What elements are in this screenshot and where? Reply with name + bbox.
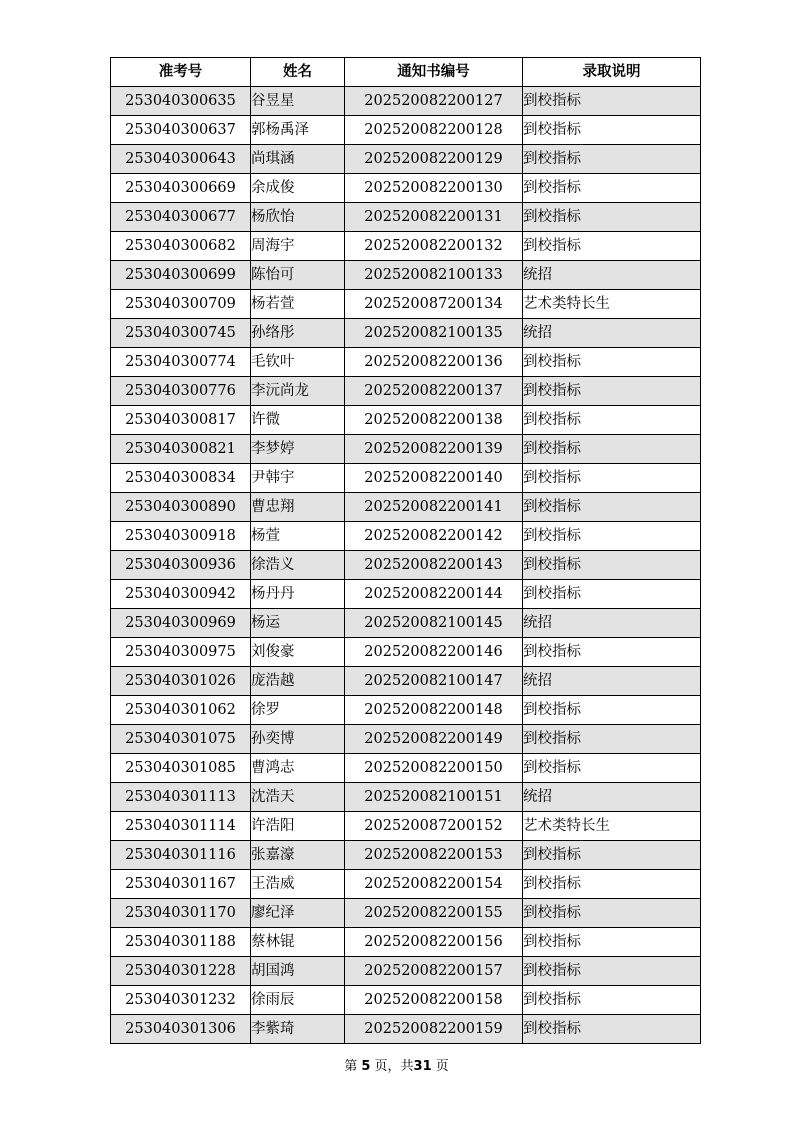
footer-total-pages: 31 [413, 1059, 432, 1074]
cell-admission-note: 到校指标 [523, 464, 701, 493]
cell-name: 刘俊豪 [251, 638, 345, 667]
cell-admission-note: 到校指标 [523, 986, 701, 1015]
table-row [111, 261, 701, 290]
cell-name: 曹忠翔 [251, 493, 345, 522]
cell-admission-note: 统招 [523, 609, 701, 638]
table-row [111, 783, 701, 812]
cell-exam-no: 253040300890 [111, 493, 251, 522]
cell-admission-note: 到校指标 [523, 1015, 701, 1044]
cell-notice-no: 202520082200148 [345, 696, 523, 725]
cell-notice-no: 202520082200138 [345, 406, 523, 435]
table-row [111, 203, 701, 232]
cell-exam-no: 253040300817 [111, 406, 251, 435]
cell-notice-no: 202520082200150 [345, 754, 523, 783]
cell-admission-note: 到校指标 [523, 348, 701, 377]
cell-notice-no: 202520082200155 [345, 899, 523, 928]
cell-exam-no: 253040301188 [111, 928, 251, 957]
cell-name: 李紫琦 [251, 1015, 345, 1044]
cell-admission-note: 到校指标 [523, 725, 701, 754]
cell-exam-no: 253040301306 [111, 1015, 251, 1044]
table-row [111, 522, 701, 551]
cell-exam-no: 253040300918 [111, 522, 251, 551]
cell-notice-no: 202520082200132 [345, 232, 523, 261]
table-row [111, 812, 701, 841]
cell-admission-note: 到校指标 [523, 87, 701, 116]
table-row [111, 638, 701, 667]
cell-admission-note: 到校指标 [523, 116, 701, 145]
cell-notice-no: 202520082200128 [345, 116, 523, 145]
cell-name: 周海宇 [251, 232, 345, 261]
cell-exam-no: 253040301113 [111, 783, 251, 812]
cell-name: 许浩阳 [251, 812, 345, 841]
cell-exam-no: 253040301114 [111, 812, 251, 841]
table-row [111, 174, 701, 203]
cell-name: 杨丹丹 [251, 580, 345, 609]
table-row [111, 435, 701, 464]
cell-notice-no: 202520082200141 [345, 493, 523, 522]
table-row [111, 667, 701, 696]
cell-notice-no: 202520082100135 [345, 319, 523, 348]
cell-admission-note: 到校指标 [523, 754, 701, 783]
table-row [111, 957, 701, 986]
admission-table [110, 57, 701, 1044]
cell-notice-no: 202520082200149 [345, 725, 523, 754]
table-row [111, 1015, 701, 1044]
cell-notice-no: 202520082100151 [345, 783, 523, 812]
cell-name: 蔡林锟 [251, 928, 345, 957]
cell-exam-no: 253040300682 [111, 232, 251, 261]
cell-exam-no: 253040301232 [111, 986, 251, 1015]
page-footer [0, 1055, 793, 1074]
cell-admission-note: 到校指标 [523, 522, 701, 551]
cell-name: 孙络彤 [251, 319, 345, 348]
cell-exam-no: 253040300635 [111, 87, 251, 116]
cell-exam-no: 253040301062 [111, 696, 251, 725]
cell-admission-note: 到校指标 [523, 377, 701, 406]
cell-exam-no: 253040300699 [111, 261, 251, 290]
cell-admission-note: 到校指标 [523, 435, 701, 464]
header-admission-note: 录取说明 [523, 58, 701, 87]
table-row [111, 928, 701, 957]
table-row [111, 464, 701, 493]
cell-name: 沈浩天 [251, 783, 345, 812]
cell-notice-no: 202520082200156 [345, 928, 523, 957]
cell-name: 谷昱星 [251, 87, 345, 116]
table-row [111, 116, 701, 145]
cell-exam-no: 253040300709 [111, 290, 251, 319]
cell-admission-note: 到校指标 [523, 203, 701, 232]
cell-exam-no: 253040300745 [111, 319, 251, 348]
cell-name: 徐雨辰 [251, 986, 345, 1015]
cell-notice-no: 202520082200146 [345, 638, 523, 667]
cell-admission-note: 统招 [523, 261, 701, 290]
footer-prefix: 第 [344, 1059, 358, 1074]
cell-name: 杨萱 [251, 522, 345, 551]
header-exam-no: 准考号 [111, 58, 251, 87]
cell-name: 许微 [251, 406, 345, 435]
cell-notice-no: 202520082200143 [345, 551, 523, 580]
cell-name: 尹韩宇 [251, 464, 345, 493]
cell-name: 余成俊 [251, 174, 345, 203]
cell-name: 杨欣怡 [251, 203, 345, 232]
cell-name: 胡国鸿 [251, 957, 345, 986]
cell-admission-note: 艺术类特长生 [523, 812, 701, 841]
cell-notice-no: 202520082200144 [345, 580, 523, 609]
table-row [111, 348, 701, 377]
cell-exam-no: 253040300821 [111, 435, 251, 464]
cell-name: 尚琪涵 [251, 145, 345, 174]
cell-name: 曹鸿志 [251, 754, 345, 783]
cell-name: 徐罗 [251, 696, 345, 725]
footer-middle: 页，共 [374, 1059, 414, 1074]
table-row [111, 319, 701, 348]
table-row [111, 290, 701, 319]
table-row [111, 145, 701, 174]
cell-admission-note: 艺术类特长生 [523, 290, 701, 319]
cell-admission-note: 到校指标 [523, 493, 701, 522]
cell-notice-no: 202520082200154 [345, 870, 523, 899]
cell-admission-note: 到校指标 [523, 870, 701, 899]
table-row [111, 696, 701, 725]
cell-exam-no: 253040300669 [111, 174, 251, 203]
cell-admission-note: 统招 [523, 319, 701, 348]
cell-name: 郭杨禹泽 [251, 116, 345, 145]
header-notice-no: 通知书编号 [345, 58, 523, 87]
table-row [111, 754, 701, 783]
footer-suffix: 页 [435, 1059, 449, 1074]
cell-name: 孙奕博 [251, 725, 345, 754]
table-row [111, 899, 701, 928]
cell-admission-note: 统招 [523, 783, 701, 812]
table-row [111, 841, 701, 870]
cell-exam-no: 253040300942 [111, 580, 251, 609]
cell-exam-no: 253040301085 [111, 754, 251, 783]
cell-exam-no: 253040300774 [111, 348, 251, 377]
cell-exam-no: 253040300969 [111, 609, 251, 638]
cell-exam-no: 253040300975 [111, 638, 251, 667]
table-row [111, 493, 701, 522]
cell-exam-no: 253040300834 [111, 464, 251, 493]
table-row [111, 232, 701, 261]
cell-name: 徐浩义 [251, 551, 345, 580]
cell-exam-no: 253040301167 [111, 870, 251, 899]
cell-notice-no: 202520082200159 [345, 1015, 523, 1044]
cell-notice-no: 202520082200136 [345, 348, 523, 377]
cell-exam-no: 253040300776 [111, 377, 251, 406]
cell-name: 庞浩越 [251, 667, 345, 696]
table-row [111, 551, 701, 580]
cell-notice-no: 202520082200153 [345, 841, 523, 870]
cell-admission-note: 到校指标 [523, 957, 701, 986]
table-row [111, 870, 701, 899]
cell-admission-note: 到校指标 [523, 899, 701, 928]
table-row [111, 377, 701, 406]
table-body [111, 87, 701, 1044]
cell-exam-no: 253040301075 [111, 725, 251, 754]
cell-admission-note: 到校指标 [523, 928, 701, 957]
table-row [111, 87, 701, 116]
table-row [111, 725, 701, 754]
cell-name: 张嘉濠 [251, 841, 345, 870]
cell-notice-no: 202520082200129 [345, 145, 523, 174]
cell-notice-no: 202520087200134 [345, 290, 523, 319]
cell-name: 杨运 [251, 609, 345, 638]
cell-name: 廖纪泽 [251, 899, 345, 928]
cell-exam-no: 253040300643 [111, 145, 251, 174]
cell-notice-no: 202520082200130 [345, 174, 523, 203]
table-header-row [111, 58, 701, 87]
table-row [111, 609, 701, 638]
cell-name: 王浩威 [251, 870, 345, 899]
cell-notice-no: 202520082200137 [345, 377, 523, 406]
cell-admission-note: 到校指标 [523, 580, 701, 609]
cell-exam-no: 253040300936 [111, 551, 251, 580]
cell-admission-note: 统招 [523, 667, 701, 696]
cell-admission-note: 到校指标 [523, 406, 701, 435]
cell-admission-note: 到校指标 [523, 232, 701, 261]
cell-exam-no: 253040300637 [111, 116, 251, 145]
cell-exam-no: 253040301170 [111, 899, 251, 928]
cell-exam-no: 253040301026 [111, 667, 251, 696]
cell-notice-no: 202520082100147 [345, 667, 523, 696]
cell-notice-no: 202520082200139 [345, 435, 523, 464]
footer-page-number: 5 [361, 1059, 371, 1074]
cell-notice-no: 202520082200127 [345, 87, 523, 116]
cell-admission-note: 到校指标 [523, 696, 701, 725]
cell-admission-note: 到校指标 [523, 145, 701, 174]
cell-name: 李沅尚龙 [251, 377, 345, 406]
cell-notice-no: 202520082100133 [345, 261, 523, 290]
cell-admission-note: 到校指标 [523, 841, 701, 870]
cell-notice-no: 202520082200158 [345, 986, 523, 1015]
cell-name: 李梦婷 [251, 435, 345, 464]
cell-notice-no: 202520082100145 [345, 609, 523, 638]
cell-notice-no: 202520082200140 [345, 464, 523, 493]
cell-name: 毛钦叶 [251, 348, 345, 377]
cell-notice-no: 202520082200131 [345, 203, 523, 232]
cell-admission-note: 到校指标 [523, 638, 701, 667]
cell-exam-no: 253040301116 [111, 841, 251, 870]
cell-exam-no: 253040300677 [111, 203, 251, 232]
table-row [111, 406, 701, 435]
header-name: 姓名 [251, 58, 345, 87]
cell-notice-no: 202520082200157 [345, 957, 523, 986]
cell-exam-no: 253040301228 [111, 957, 251, 986]
cell-name: 杨若萱 [251, 290, 345, 319]
table-row [111, 986, 701, 1015]
cell-name: 陈怡可 [251, 261, 345, 290]
cell-admission-note: 到校指标 [523, 174, 701, 203]
table-row [111, 580, 701, 609]
cell-notice-no: 202520082200142 [345, 522, 523, 551]
cell-admission-note: 到校指标 [523, 551, 701, 580]
cell-notice-no: 202520087200152 [345, 812, 523, 841]
